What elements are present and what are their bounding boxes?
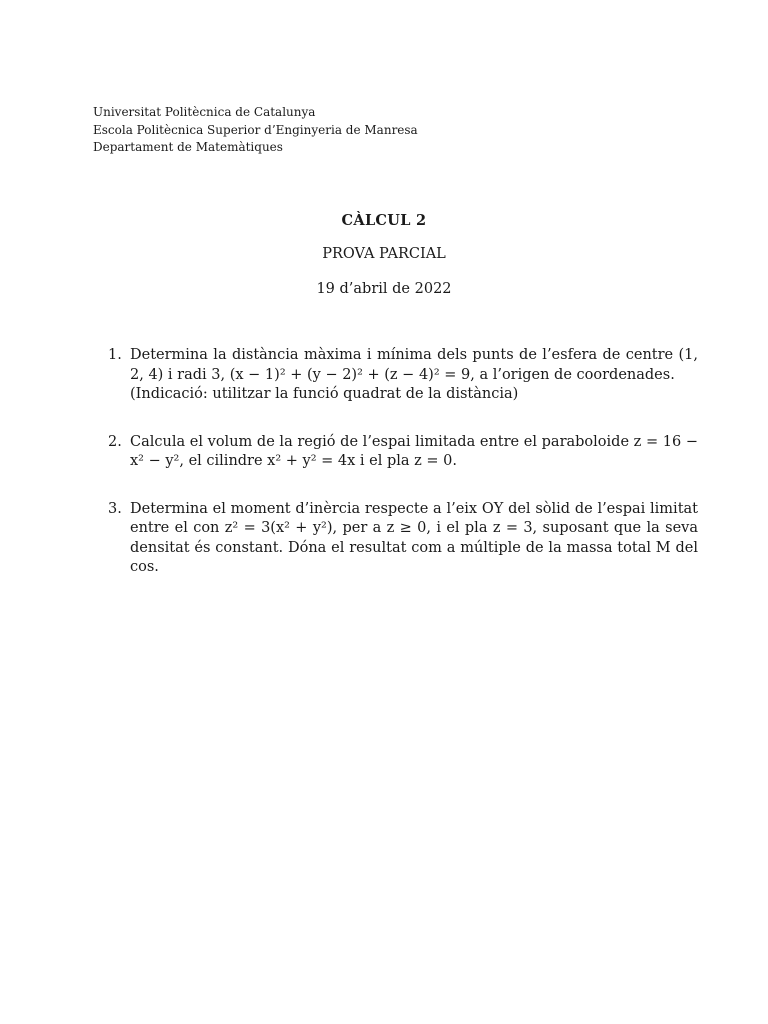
school-name: Escola Politècnica Superior d’Enginyeria de Manresa	[93, 122, 418, 137]
department-name: Departament de Matemàtiques	[93, 140, 283, 154]
problem-hint: (Indicació: utilitzar la funció quadrat de la distància)	[130, 386, 519, 402]
problem-1	[108, 346, 698, 405]
affiliation-block	[93, 104, 418, 157]
problem-2	[108, 433, 698, 472]
problem-number: 3.	[108, 500, 122, 517]
problem-number: 2.	[108, 433, 122, 450]
problem-list	[108, 346, 698, 606]
problem-body	[130, 346, 698, 405]
university-name: Universitat Politècnica de Catalunya	[93, 105, 316, 119]
exam-date: 19 d’abril de 2022	[316, 281, 452, 297]
problem-statement: Determina la distància màxima i mínima dels punts de l’esfera de centre (1, 2, 4) i radi 3, (x − 1)² + (y − 2)² + (z − 4)² = 9, a l’origen de coordenades.	[130, 347, 698, 383]
problem-body	[130, 500, 698, 578]
course-title: CÀLCUL 2	[341, 212, 427, 229]
problem-statement: Calcula el volum de la regió de l’espai limitada entre el paraboloide z = 16 − x² − y², el cilindre x² + y² = 4x i el pla z = 0.	[130, 433, 698, 469]
problem-number: 1.	[108, 347, 122, 363]
problem-body	[130, 433, 698, 472]
problem-statement: Determina el moment d’inèrcia respecte a l’eix OY del sòlid de l’espai limitat entre el con z² = 3(x² + y²), per a z ≥ 0, i el pla z = 3, suposant que la seva densitat és constant. Dóna el resultat com a múltiple de la massa total M del cos.	[130, 500, 698, 575]
exam-type: PROVA PARCIAL	[322, 246, 446, 262]
problem-3	[108, 500, 698, 578]
